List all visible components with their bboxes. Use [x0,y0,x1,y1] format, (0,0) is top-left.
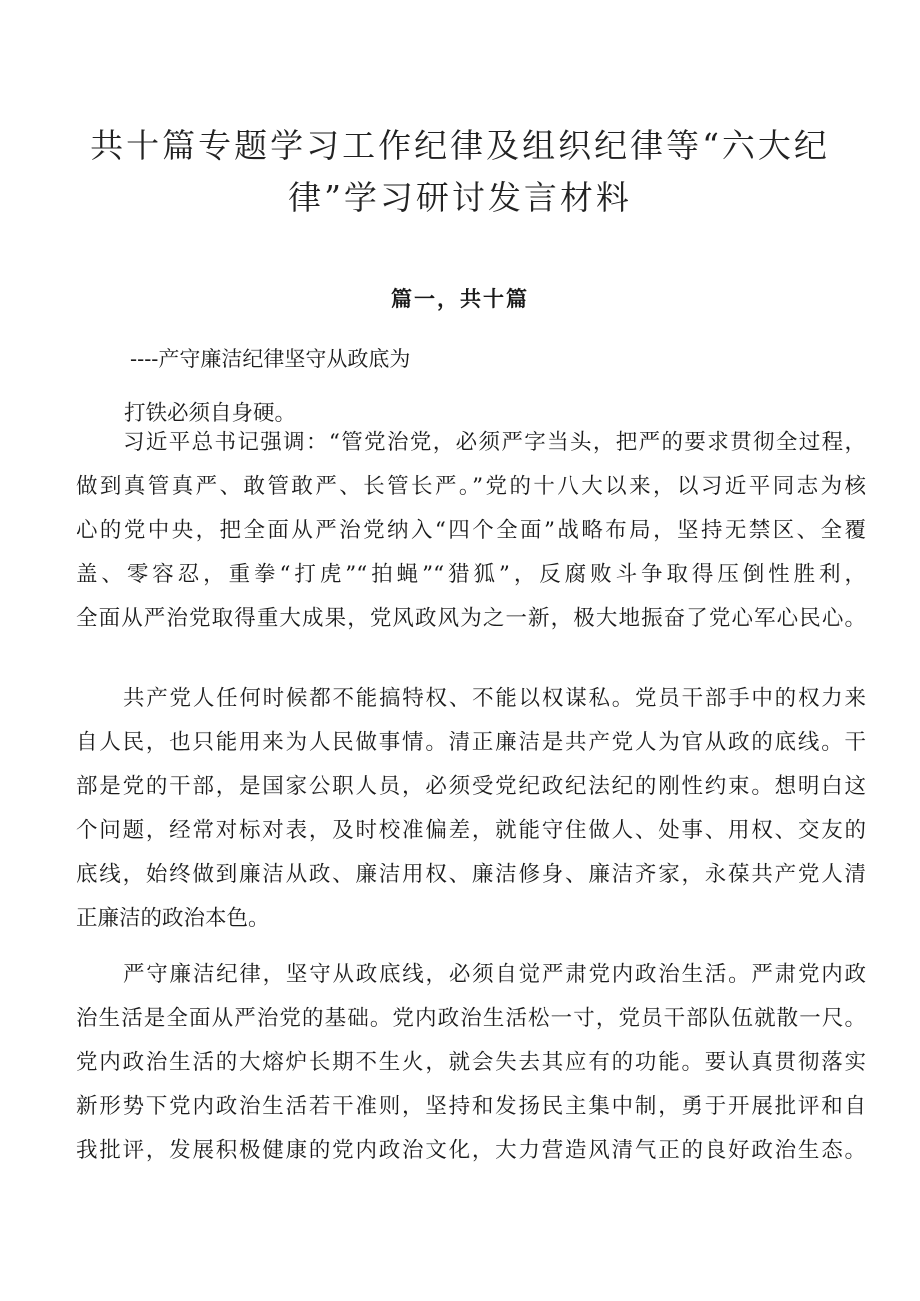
paragraph-line: 新形势下党内政治生活若干准则，坚持和发扬民主集中制，勇于开展批评和自 [76,1094,866,1119]
paragraph-line: 个问题，经常对标对表，及时校准偏差，就能守住做人、处事、用权、交友的 [76,818,866,843]
title-line-2: 律”学习研讨发言材料 [288,178,632,217]
paragraph-line: 部是党的干部，是国家公职人员，必须受党纪政纪法纪的刚性约束。想明白这 [76,774,866,799]
section-heading: 篇一，共十篇 [391,286,529,311]
section-subtitle: ----产守廉洁纪律坚守从政底为 [130,347,411,371]
paragraph-line: 党内政治生活的大熔炉长期不生火，就会失去其应有的功能。要认真贯彻落实 [76,1050,866,1075]
intro-sentence: 打铁必须自身硬。 [124,401,297,426]
paragraph-line: 盖、零容忍，重拳“打虎”“拍蝇”“猎狐”，反腐败斗争取得压倒性胜利， [76,562,866,587]
paragraph-line: 自人民，也只能用来为人民做事情。清正廉洁是共产党人为官从政的底线。干 [76,730,866,755]
paragraph-line: 严守廉洁纪律，坚守从政底线，必须自觉严肃党内政治生活。严肃党内政 [123,962,866,987]
paragraph-line: 习近平总书记强调：“管党治党，必须严字当头，把严的要求贯彻全过程， [123,430,866,455]
body-paragraph-1 [76,421,866,641]
paragraph-line: 做到真管真严、敢管敢严、长管长严。”党的十八大以来，以习近平同志为核 [76,474,866,499]
paragraph-line: 我批评，发展积极健康的党内政治文化，大力营造风清气正的良好政治生态。 [76,1138,866,1163]
paragraph-line: 治生活是全面从严治党的基础。党内政治生活松一寸，党员干部队伍就散一尺。 [76,1006,866,1031]
title-line-1: 共十篇专题学习工作纪律及组织纪律等“六大纪 [90,126,830,165]
paragraph-line: 全面从严治党取得重大成果，党风政风为之一新，极大地振奋了党心军心民心。 [76,606,866,631]
paragraph-line: 共产党人任何时候都不能搞特权、不能以权谋私。党员干部手中的权力来 [123,686,866,711]
document-title [60,120,860,224]
paragraph-line: 心的党中央，把全面从严治党纳入“四个全面”战略布局，坚持无禁区、全覆 [76,518,866,543]
paragraph-line: 底线，始终做到廉洁从政、廉洁用权、廉洁修身、廉洁齐家，永葆共产党人清 [76,862,866,887]
body-paragraph-2 [76,677,866,941]
body-paragraph-3 [76,953,866,1173]
paragraph-line: 正廉洁的政治本色。 [76,906,270,931]
